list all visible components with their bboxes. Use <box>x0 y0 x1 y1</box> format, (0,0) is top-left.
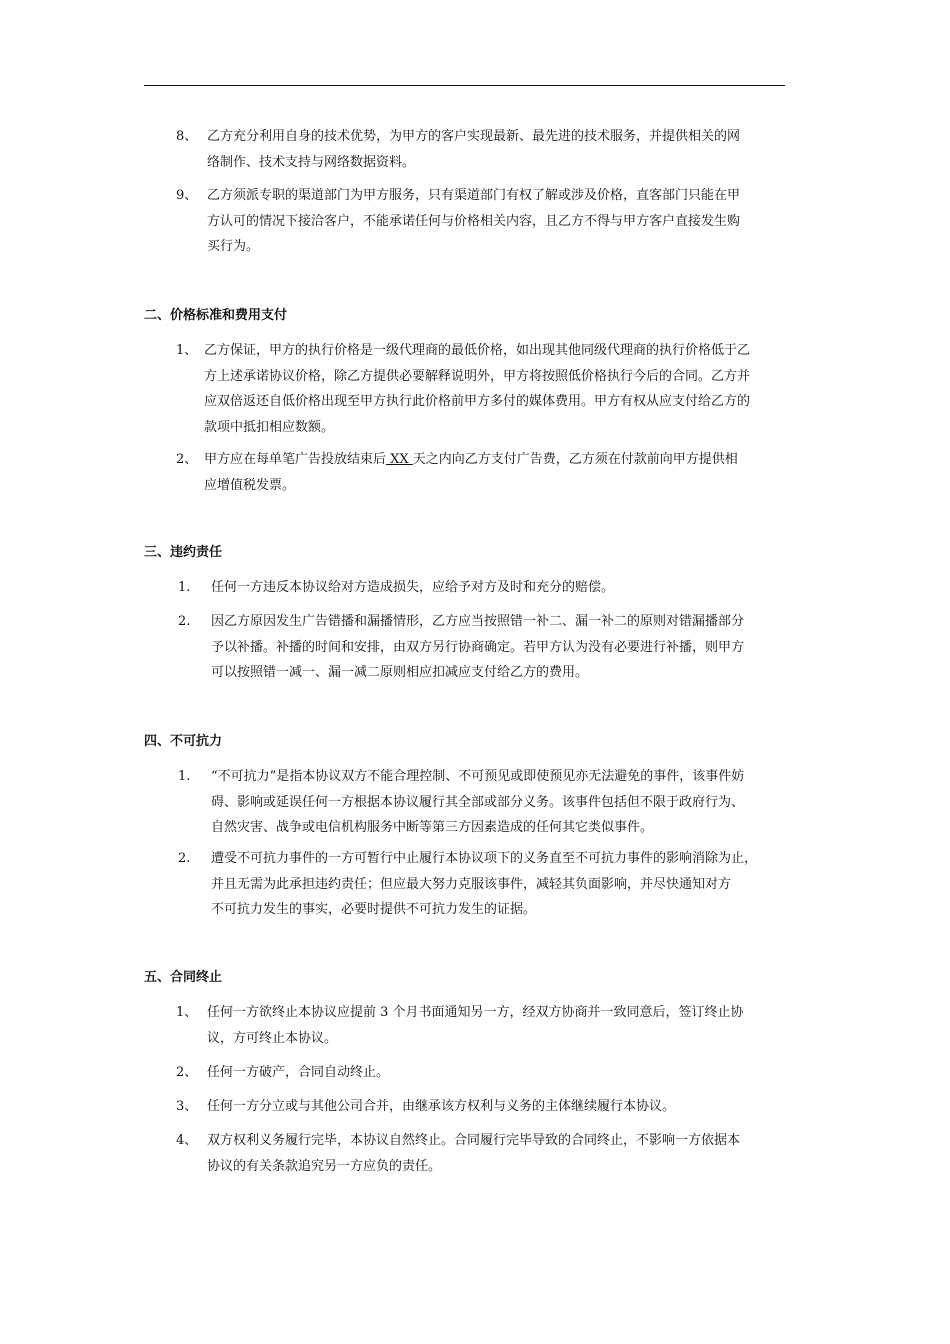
clause-text-line: 应增值税发票。 <box>204 477 296 493</box>
underlined-blank: XX <box>386 452 413 467</box>
clause-text-line: 买行为。 <box>207 239 260 254</box>
section-heading: 二、价格标准和费用支付 <box>144 308 288 323</box>
clause-text-line: 任何一方欲终止本协议应提前 3 个月书面通知另一方，经双方协商并一致同意后，签订终止协 <box>207 1005 744 1020</box>
clause-number: 1. <box>178 580 191 595</box>
clause-text-line: “不可抗力”是指本协议双方不能合理控制、不可预见或即使预见亦无法避免的事件，该事件妨 <box>211 769 745 784</box>
clause-text-line: 议，方可终止本协议。 <box>207 1030 338 1046</box>
clause-text-line: 双方权利义务履行完毕，本协议自然终止。合同履行完毕导致的合同终止，不影响一方依据本 <box>207 1133 741 1148</box>
clause-text-line: 应双倍返还自低价格出现至甲方执行此价格前甲方多付的媒体费用。甲方有权从应支付给乙方的 <box>204 394 751 409</box>
clause-number: 4、 <box>176 1133 198 1148</box>
clause-text-line <box>204 447 738 473</box>
clause-number: 1、 <box>176 343 198 358</box>
clause-text-line: 不可抗力发生的事实，必要时提供不可抗力发生的证据。 <box>211 902 537 917</box>
clause-number: 2、 <box>176 1065 198 1080</box>
clause-number: 1、 <box>176 1005 198 1020</box>
clause-text-line: 并且无需为此承担违约责任；但应最大努力克服该事件，减轻其负面影响，并尽快通知对方 <box>211 876 732 892</box>
clause-text-line: 任何一方破产，合同自动终止。 <box>207 1065 390 1080</box>
clause-number: 1. <box>178 769 191 784</box>
clause-text-line: 自然灾害、战争或电信机构服务中断等第三方因素造成的任何其它类似事件。 <box>211 820 654 835</box>
clause-text-line: 任何一方分立或与其他公司合并，由继承该方权利与义务的主体继续履行本协议。 <box>207 1099 676 1114</box>
clause-text-line: 络制作、技术支持与网络数据资料。 <box>207 154 416 170</box>
clause-text-line: 可以按照错一减一、漏一减二原则相应扣减应支付给乙方的费用。 <box>211 665 589 680</box>
clause-text-line: 碍、影响或延误任何一方根据本协议履行其全部或部分义务。该事件包括但不限于政府行为、 <box>211 794 745 810</box>
clause-number: 2. <box>178 851 191 866</box>
clause-number: 2. <box>178 614 191 629</box>
clause-text-line: 方认可的情况下接洽客户，不能承诺任何与价格相关内容，且乙方不得与甲方客户直接发生购 <box>207 213 741 229</box>
clause-number: 8、 <box>176 129 198 144</box>
clause-number: 3、 <box>176 1099 198 1114</box>
header-rule <box>144 85 785 86</box>
clause-text-line: 乙方保证，甲方的执行价格是一级代理商的最低价格，如出现其他同级代理商的执行价格低于乙 <box>204 343 751 358</box>
clause-text-line: 遭受不可抗力事件的一方可暂行中止履行本协议项下的义务直至不可抗力事件的影响消除为止， <box>211 851 758 866</box>
clause-text-segment: 甲方应在每单笔广告投放结束后 <box>204 452 387 467</box>
clause-number: 9、 <box>176 188 198 203</box>
clause-text-line: 方上述承诺协议价格，除乙方提供必要解释说明外，甲方将按照低价格执行今后的合同。乙方并 <box>204 368 751 384</box>
clause-text-line: 协议的有关条款追究另一方应负的责任。 <box>207 1158 442 1174</box>
clause-text-segment: 天之内向乙方支付广告费，乙方须在付款前向甲方提供相 <box>412 452 738 467</box>
clause-text-line: 因乙方原因发生广告错播和漏播情形，乙方应当按照错一补二、漏一补二的原则对错漏播部分 <box>211 614 745 629</box>
section-heading: 五、合同终止 <box>144 970 223 985</box>
clause-number: 2、 <box>176 452 198 467</box>
clause-text-line: 予以补播。补播的时间和安排，由双方另行协商确定。若甲方认为没有必要进行补播，则甲方 <box>211 639 745 655</box>
clause-text-line: 乙方充分利用自身的技术优势，为甲方的客户实现最新、最先进的技术服务，并提供相关的网 <box>207 129 741 144</box>
clause-text-line: 款项中抵扣相应数额。 <box>204 419 335 435</box>
section-heading: 四、不可抗力 <box>144 734 223 749</box>
clause-text-line: 任何一方违反本协议给对方造成损失，应给予对方及时和充分的赔偿。 <box>211 580 615 595</box>
clause-text-line: 乙方须派专职的渠道部门为甲方服务，只有渠道部门有权了解或涉及价格，直客部门只能在甲 <box>207 188 741 203</box>
section-heading: 三、违约责任 <box>144 545 223 560</box>
